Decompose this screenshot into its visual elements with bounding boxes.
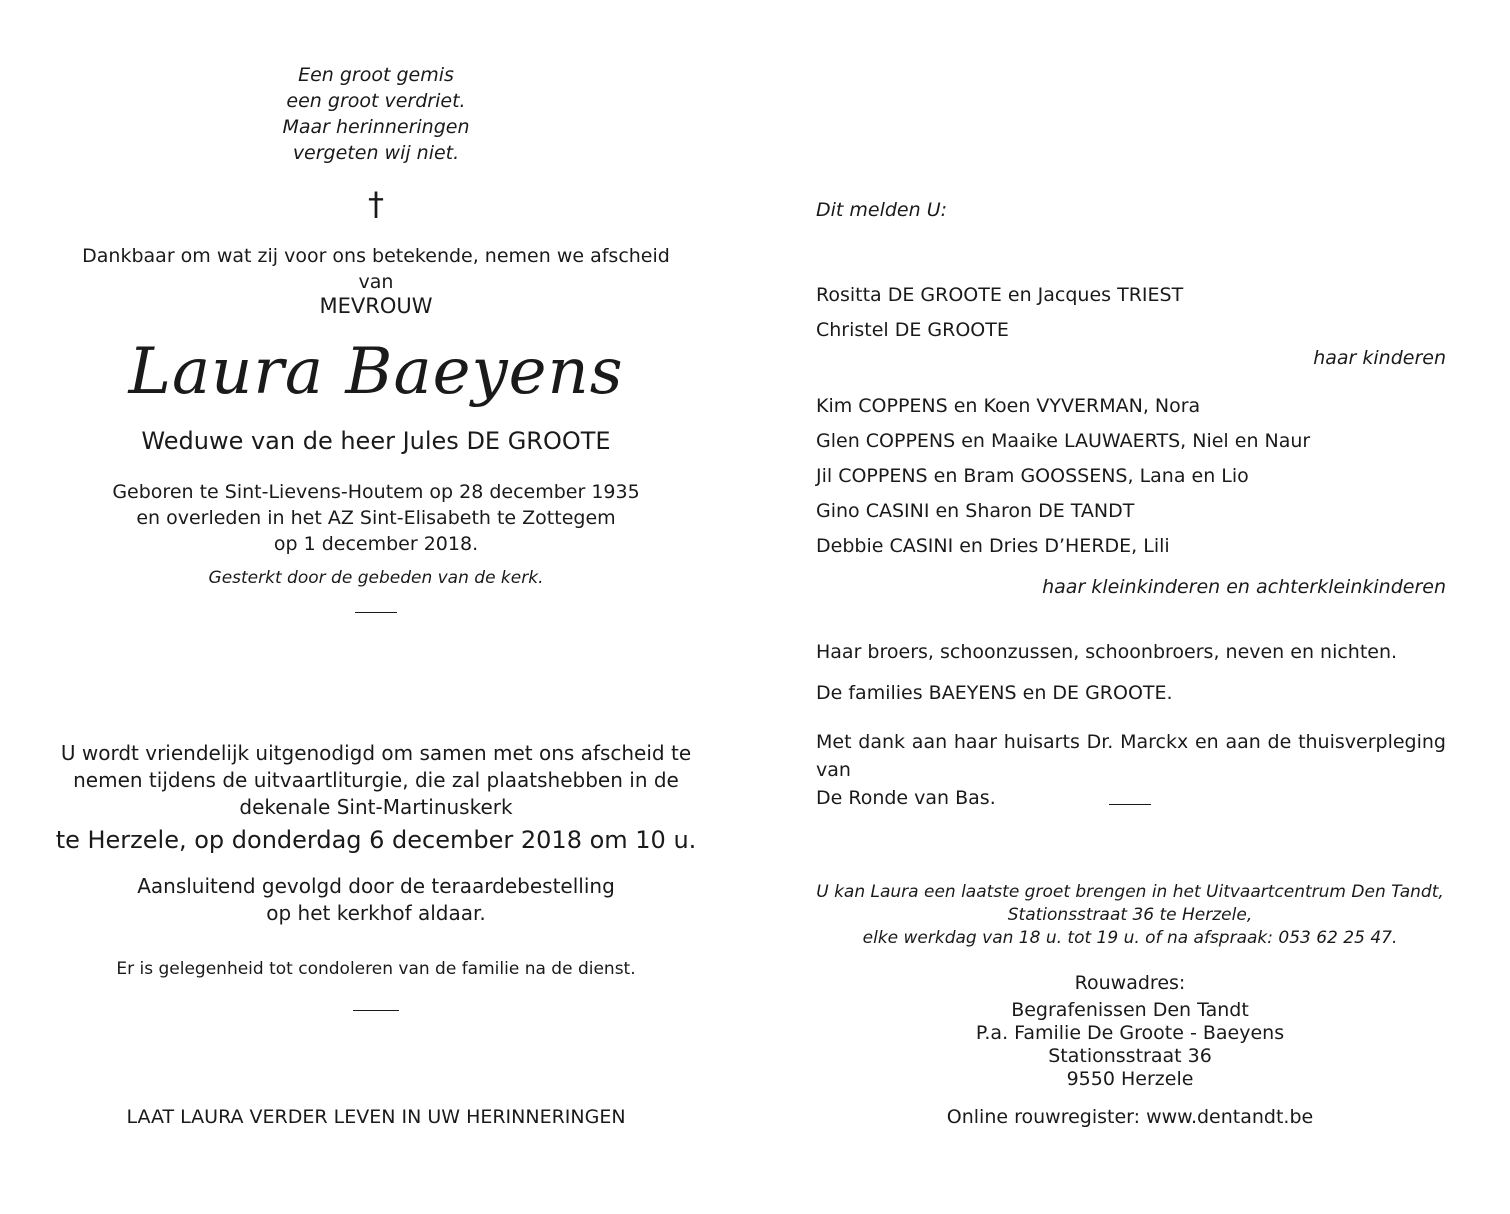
visit-info	[790, 881, 1470, 950]
list-item: Jil COPPENS en Bram GOOSSENS, Lana en Lio	[816, 465, 1249, 487]
online-register: Online rouwregister: www.dentandt.be	[946, 1106, 1314, 1128]
list-item: Kim COPPENS en Koen VYVERMAN, Nora	[816, 395, 1201, 417]
divider	[355, 612, 397, 613]
visit-line: Stationsstraat 36 te Herzele,	[1007, 905, 1253, 925]
closing-line: LAAT LAURA VERDER LEVEN IN UW HERINNERINGEN	[126, 1106, 626, 1128]
thanks-paragraph	[816, 728, 1446, 812]
invitation	[46, 740, 706, 821]
death-date-line: op 1 december 2018.	[273, 533, 479, 555]
widow-line: Weduwe van de heer Jules DE GROOTE	[141, 427, 611, 455]
list-item: Rositta DE GROOTE en Jacques TRIEST	[816, 284, 1184, 306]
list-item: Glen COPPENS en Maaike LAUWAERTS, Niel en Naur	[816, 430, 1311, 452]
strengthened-line: Gesterkt door de gebeden van de kerk.	[208, 568, 544, 588]
grandchildren-list	[816, 393, 1446, 568]
burial-line: op het kerkhof aldaar.	[266, 901, 486, 925]
siblings-line: Haar broers, schoonzussen, schoonbroers, neven en nichten.	[816, 641, 1398, 663]
invitation-line: dekenale Sint-Martinuskerk	[239, 795, 513, 819]
children-list	[816, 282, 1446, 352]
visit-line: U kan Laura een laatste groet brengen in het Uitvaartcentrum Den Tandt,	[816, 882, 1444, 902]
invitation-line: nemen tijdens de uitvaartliturgie, die zal plaatshebben in de	[73, 768, 679, 792]
death-line: en overleden in het AZ Sint-Elisabeth te Zottegem	[136, 507, 616, 529]
poem-line: vergeten wij niet.	[292, 142, 460, 164]
announce-line: Dit melden U:	[816, 199, 948, 221]
list-item: Gino CASINI en Sharon DE TANDT	[816, 500, 1135, 522]
list-item: Debbie CASINI en Dries D’HERDE, Lili	[816, 535, 1170, 557]
title-mevrouw: MEVROUW	[319, 294, 433, 318]
service-time: te Herzele, op donderdag 6 december 2018 om 10 u.	[55, 826, 697, 854]
burial-info	[76, 873, 676, 927]
children-label: haar kinderen	[1313, 347, 1446, 369]
address-line: P.a. Familie De Groote - Baeyens	[975, 1022, 1285, 1044]
visit-line: elke werkdag van 18 u. tot 19 u. of na afspraak: 053 62 25 47.	[862, 928, 1398, 948]
address-label: Rouwadres:	[1074, 972, 1186, 994]
poem-line: een groot verdriet.	[286, 90, 466, 112]
poem-line: Maar herinneringen	[282, 116, 470, 138]
burial-line: Aansluitend gevolgd door de teraardebestelling	[137, 874, 615, 898]
thanks-line: Met dank aan haar huisarts Dr. Marckx en aan de thuisverpleging van	[816, 731, 1446, 781]
address-block	[830, 999, 1430, 1091]
birth-line: Geboren te Sint-Lievens-Houtem op 28 december 1935	[112, 481, 640, 503]
poem	[76, 62, 676, 166]
address-line: Stationsstraat 36	[1048, 1045, 1212, 1067]
deceased-name: Laura Baeyens	[128, 335, 624, 409]
condolence-note: Er is gelegenheid tot condoleren van de familie na de dienst.	[116, 959, 636, 979]
divider	[353, 1010, 399, 1011]
intro-text: Dankbaar om wat zij voor ons betekende, nemen we afscheid van	[82, 245, 670, 293]
grandchildren-label: haar kleinkinderen en achterkleinkinderen	[1042, 576, 1446, 598]
cross-icon: †	[368, 185, 384, 223]
address-line: 9550 Herzele	[1066, 1068, 1194, 1090]
thanks-line: De Ronde van Bas.	[816, 787, 996, 809]
birth-death-info	[76, 479, 676, 557]
poem-line: Een groot gemis	[298, 64, 454, 86]
list-item: Christel DE GROOTE	[816, 319, 1009, 341]
invitation-line: U wordt vriendelijk uitgenodigd om samen met ons afscheid te	[60, 741, 692, 765]
address-line: Begrafenissen Den Tandt	[1011, 999, 1249, 1021]
divider	[1109, 804, 1151, 805]
families-line: De families BAEYENS en DE GROOTE.	[816, 682, 1173, 704]
